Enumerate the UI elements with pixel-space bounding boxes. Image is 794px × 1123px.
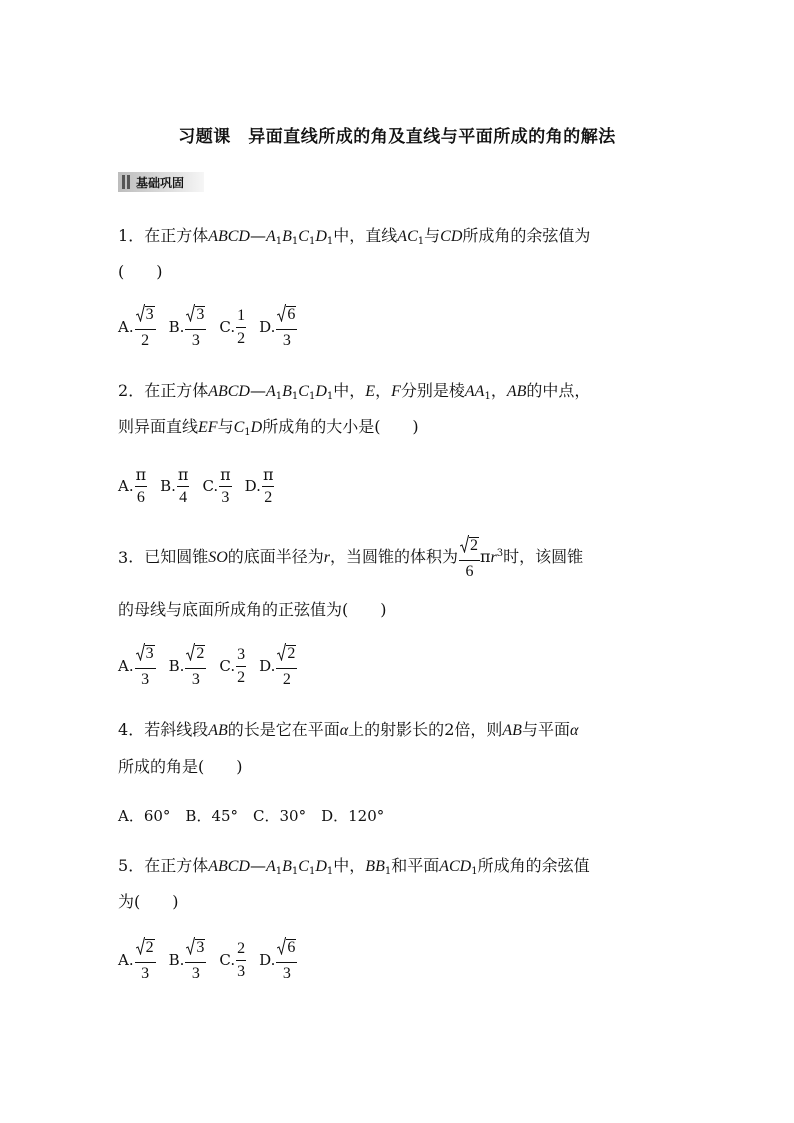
question-3-line-1 (118, 535, 583, 580)
fraction-numerator (185, 304, 206, 330)
option-a (118, 304, 156, 349)
option-label: B. (168, 950, 185, 969)
question-4-options: A．60° B．45° C．30° D．120° (118, 807, 385, 825)
option-b (169, 304, 207, 349)
fraction-numerator (276, 643, 297, 669)
option-d (259, 643, 297, 688)
radical-icon (186, 643, 195, 661)
radical-icon (277, 937, 286, 955)
question-number: 4 (118, 720, 129, 739)
fraction-denominator: 4 (179, 489, 188, 506)
fraction-denominator: 2 (282, 671, 291, 688)
fraction-numerator: π (219, 466, 232, 487)
radical-icon (136, 937, 145, 955)
square-root: 6 (277, 304, 296, 322)
option-d (245, 466, 275, 506)
option-label: A. (118, 656, 134, 675)
option-c (219, 307, 246, 347)
fraction-denominator: 2 (237, 329, 246, 347)
option-label: C. (219, 950, 236, 969)
option-fraction (135, 466, 148, 506)
option-b (169, 643, 207, 688)
option-a (118, 937, 156, 982)
option-label: D. (244, 477, 261, 495)
fraction-numerator: π (135, 466, 148, 487)
fraction-denominator: 2 (264, 489, 273, 506)
option-fraction (219, 466, 232, 506)
question-1-line-1 (118, 226, 590, 247)
square-root: 3 (136, 643, 155, 661)
fraction-denominator: 3 (221, 489, 230, 506)
option-fraction (276, 937, 297, 982)
question-2-line-1 (118, 381, 590, 402)
option-fraction (262, 466, 275, 506)
question-text: ．若斜线段AB的长是它在平面α上的射影长的2倍，则AB与平面α (128, 720, 579, 739)
square-root: 3 (186, 304, 205, 322)
square-root: 3 (186, 937, 205, 955)
option-fraction (276, 304, 297, 349)
fraction-numerator: 3 (236, 646, 246, 667)
fraction-denominator: 3 (191, 965, 200, 982)
option-fraction (185, 937, 206, 982)
option-fraction (236, 307, 246, 347)
option-fraction (276, 643, 297, 688)
question-5-options (118, 937, 310, 982)
fraction-numerator (135, 304, 156, 330)
option-label: B. (168, 656, 185, 675)
option-fraction (185, 643, 206, 688)
radical-icon (186, 304, 195, 322)
question-1-options (118, 304, 310, 349)
fraction-denominator: 2 (141, 332, 150, 349)
badge-bar-icon (122, 175, 125, 189)
radical-icon (460, 535, 469, 553)
option-label: D. (259, 656, 276, 675)
question-3-options (118, 643, 310, 688)
square-root: 2 (186, 643, 205, 661)
option-label: B. (168, 317, 185, 336)
question-5-line-2: 为( ) (118, 892, 179, 911)
fraction-denominator: 3 (282, 332, 291, 349)
fraction-denominator: 3 (282, 965, 291, 982)
option-fraction (135, 304, 156, 349)
fraction-denominator: 2 (237, 668, 246, 686)
square-root: 3 (136, 304, 155, 322)
question-3-line-2: 的母线与底面所成角的正弦值为( ) (118, 600, 387, 619)
fraction-numerator: π (262, 466, 275, 487)
option-d (259, 937, 297, 982)
question-text: ．已知圆锥SO的底面半径为r，当圆锥的体积为 (128, 547, 459, 566)
section-badge (118, 172, 204, 192)
radical-icon (277, 643, 286, 661)
fraction-numerator: 2 (236, 940, 246, 961)
option-fraction (185, 304, 206, 349)
fraction-denominator: 3 (191, 332, 200, 349)
fraction-numerator (185, 643, 206, 669)
question-text: ．在正方体$ABCD—A_1B_1C_1D_1$中，E，F分别是棱$AA_1$，AB的中点， (128, 381, 591, 402)
fraction-numerator (276, 937, 297, 963)
fraction-numerator (276, 304, 297, 330)
fraction-numerator (135, 937, 156, 963)
option-b (169, 937, 207, 982)
radical-icon (277, 304, 286, 322)
badge-bar-icon (127, 175, 130, 189)
option-fraction (236, 646, 246, 686)
option-c (219, 940, 246, 980)
fraction-denominator: 3 (141, 965, 150, 982)
volume-denominator: 6 (465, 563, 474, 580)
radical-icon (136, 304, 145, 322)
fraction-numerator: π (177, 466, 190, 487)
option-fraction (135, 643, 156, 688)
option-label: C. (202, 477, 219, 495)
square-root: 2 (460, 535, 479, 553)
radical-icon (136, 643, 145, 661)
option-label: C. (219, 317, 236, 336)
question-text: ．在正方体$ABCD—A_1B_1C_1D_1$中，$BB_1$和平面$ACD_1$所成角的余弦值 (128, 856, 590, 877)
option-label: A. (118, 317, 134, 336)
option-a (118, 643, 156, 688)
option-fraction (177, 466, 190, 506)
fraction-numerator (185, 937, 206, 963)
option-fraction (135, 937, 156, 982)
option-label: D. (259, 950, 276, 969)
option-fraction (236, 940, 246, 980)
question-number: 2 (118, 381, 129, 400)
fraction-denominator: 3 (141, 671, 150, 688)
question-text: ．在正方体$ABCD—A_1B_1C_1D_1$中，直线$AC_1$与CD所成角的余弦值为 (128, 226, 591, 247)
volume-numerator (459, 535, 480, 561)
option-label: A. (118, 950, 134, 969)
option-label: D. (259, 317, 276, 336)
option-c (202, 466, 231, 506)
fraction-numerator (135, 643, 156, 669)
question-number: 5 (118, 856, 129, 875)
question-2-line-2: 则异面直线EF与$C_1D$所成角的大小是( ) (118, 417, 419, 438)
option-b (160, 466, 189, 506)
fraction-denominator: 6 (136, 489, 145, 506)
question-number: 1 (118, 226, 129, 245)
square-root: 6 (277, 937, 296, 955)
fraction-denominator: 3 (191, 671, 200, 688)
option-a (118, 466, 147, 506)
question-4-line-2: 所成的角是( ) (118, 757, 243, 776)
page-title: 习题课 异面直线所成的角及直线与平面所成的角的解法 (178, 127, 616, 147)
question-5-line-1 (118, 856, 590, 877)
fraction-denominator: 3 (237, 962, 246, 980)
radical-icon (186, 937, 195, 955)
question-text: $\pi r^3$时，该圆锥 (480, 547, 584, 566)
option-label: B. (160, 477, 176, 495)
square-root: 2 (136, 937, 155, 955)
volume-fraction (459, 535, 480, 580)
option-label: A. (118, 477, 134, 495)
option-label: C. (219, 656, 236, 675)
question-4-line-1 (118, 720, 578, 741)
section-badge-label: 基础巩固 (136, 176, 185, 190)
question-1-line-2: ( ) (118, 262, 163, 281)
question-number: 3 (118, 547, 129, 567)
square-root: 2 (277, 643, 296, 661)
fraction-numerator: 1 (236, 307, 246, 328)
question-2-options (118, 466, 287, 506)
option-c (219, 646, 246, 686)
option-d (259, 304, 297, 349)
